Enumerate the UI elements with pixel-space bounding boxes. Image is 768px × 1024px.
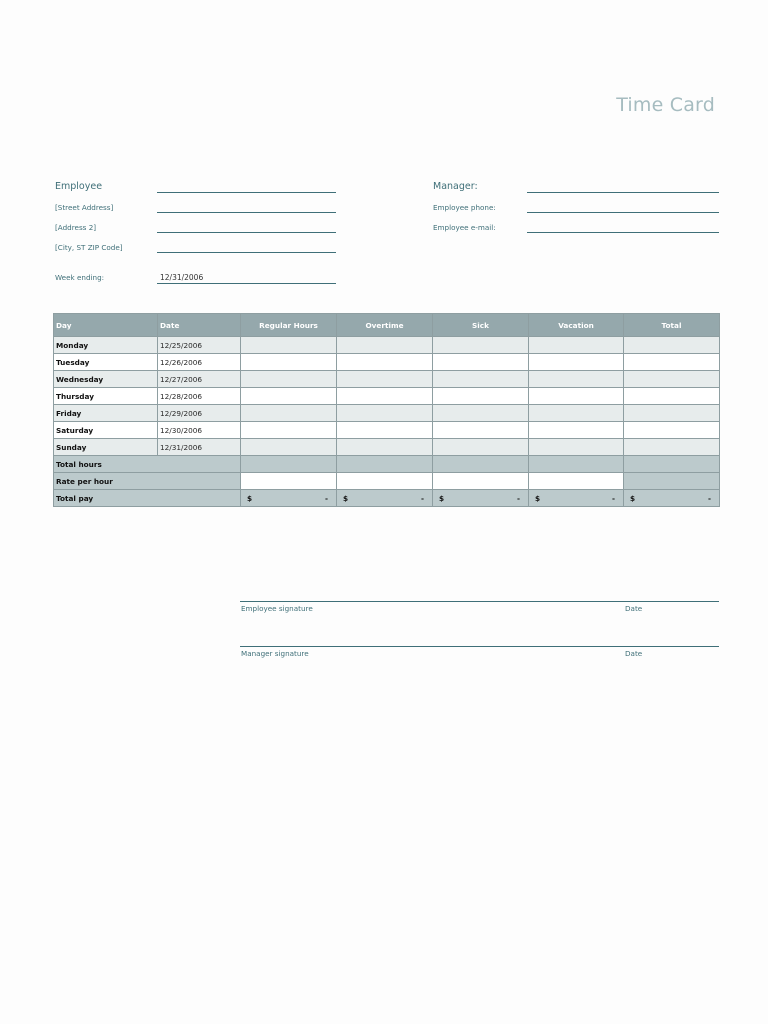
day-cell: Sunday (54, 439, 158, 456)
vacation-cell[interactable] (529, 371, 624, 388)
total-hours-label: Total hours (54, 456, 241, 473)
vacation-cell[interactable] (529, 439, 624, 456)
pay-amount: - (611, 493, 615, 503)
total-regular-hours (241, 456, 337, 473)
rate-regular-input[interactable] (241, 473, 337, 490)
header-day: Day (54, 314, 158, 337)
total-cell (624, 388, 720, 405)
total-hours-row (54, 456, 720, 473)
sick-cell[interactable] (433, 337, 529, 354)
header-overtime: Overtime (337, 314, 433, 337)
employee-signature-line[interactable] (240, 601, 719, 602)
sick-cell[interactable] (433, 388, 529, 405)
currency-symbol: $ (439, 493, 445, 503)
sick-cell[interactable] (433, 354, 529, 371)
employee-field[interactable] (157, 192, 336, 193)
regular-hours-cell[interactable] (241, 422, 337, 439)
page-title: Time Card (616, 94, 715, 116)
address2-label: [Address 2] (55, 223, 97, 232)
rate-overtime-input[interactable] (337, 473, 433, 490)
week-ending-label: Week ending: (55, 273, 105, 282)
total-cell (624, 354, 720, 371)
rate-vacation-input[interactable] (529, 473, 624, 490)
vacation-cell[interactable] (529, 354, 624, 371)
total-pay-row (54, 490, 720, 507)
total-pay-label: Total pay (54, 490, 241, 507)
rate-sick-input[interactable] (433, 473, 529, 490)
sick-cell[interactable] (433, 422, 529, 439)
total-cell (624, 337, 720, 354)
week-ending-field[interactable] (157, 283, 336, 284)
total-cell (624, 371, 720, 388)
pay-amount: - (707, 493, 711, 503)
day-cell: Thursday (54, 388, 158, 405)
manager-signature-label: Manager signature (241, 649, 309, 658)
regular-hours-cell[interactable] (241, 439, 337, 456)
total-cell (624, 422, 720, 439)
day-cell: Wednesday (54, 371, 158, 388)
manager-signature-date-label: Date (625, 649, 643, 658)
employee-email-label: Employee e-mail: (433, 223, 496, 232)
total-overtime (337, 456, 433, 473)
currency-symbol: $ (535, 493, 541, 503)
pay-amount: - (324, 493, 328, 503)
employee-phone-field[interactable] (527, 212, 719, 213)
employee-phone-label: Employee phone: (433, 203, 496, 212)
pay-overtime (337, 490, 433, 507)
header-vacation: Vacation (529, 314, 624, 337)
day-cell: Tuesday (54, 354, 158, 371)
total-total (624, 456, 720, 473)
manager-signature-line[interactable] (240, 646, 719, 647)
overtime-cell[interactable] (337, 354, 433, 371)
pay-regular (241, 490, 337, 507)
employee-label: Employee (55, 181, 103, 192)
table-header-row (54, 314, 720, 337)
address2-field[interactable] (157, 232, 336, 233)
currency-symbol: $ (630, 493, 636, 503)
regular-hours-cell[interactable] (241, 354, 337, 371)
day-cell: Monday (54, 337, 158, 354)
date-cell: 12/27/2006 (158, 371, 241, 388)
regular-hours-cell[interactable] (241, 388, 337, 405)
vacation-cell[interactable] (529, 422, 624, 439)
sick-cell[interactable] (433, 439, 529, 456)
street-address-label: [Street Address] (55, 203, 114, 212)
date-cell: 12/31/2006 (158, 439, 241, 456)
overtime-cell[interactable] (337, 337, 433, 354)
table-row (54, 439, 720, 456)
sick-cell[interactable] (433, 371, 529, 388)
date-cell: 12/28/2006 (158, 388, 241, 405)
week-ending-value[interactable]: 12/31/2006 (160, 273, 204, 282)
employee-signature-date-label: Date (625, 604, 643, 613)
city-label: [City, ST ZIP Code] (55, 243, 123, 252)
manager-field[interactable] (527, 192, 719, 193)
header-date: Date (158, 314, 241, 337)
table-row (54, 422, 720, 439)
employee-signature-label: Employee signature (241, 604, 313, 613)
rate-total (624, 473, 720, 490)
table-row (54, 354, 720, 371)
total-sick (433, 456, 529, 473)
time-card-table (53, 313, 720, 507)
city-field[interactable] (157, 252, 336, 253)
pay-total (624, 490, 720, 507)
pay-sick (433, 490, 529, 507)
vacation-cell[interactable] (529, 388, 624, 405)
header-regular-hours: Regular Hours (241, 314, 337, 337)
rate-per-hour-row (54, 473, 720, 490)
table-row (54, 388, 720, 405)
employee-email-field[interactable] (527, 232, 719, 233)
overtime-cell[interactable] (337, 439, 433, 456)
day-cell: Friday (54, 405, 158, 422)
currency-symbol: $ (247, 493, 253, 503)
header-sick: Sick (433, 314, 529, 337)
table-row (54, 337, 720, 354)
overtime-cell[interactable] (337, 405, 433, 422)
total-vacation (529, 456, 624, 473)
overtime-cell[interactable] (337, 422, 433, 439)
total-cell (624, 405, 720, 422)
regular-hours-cell[interactable] (241, 405, 337, 422)
day-cell: Saturday (54, 422, 158, 439)
currency-symbol: $ (343, 493, 349, 503)
pay-vacation (529, 490, 624, 507)
overtime-cell[interactable] (337, 371, 433, 388)
pay-amount: - (516, 493, 520, 503)
date-cell: 12/25/2006 (158, 337, 241, 354)
vacation-cell[interactable] (529, 405, 624, 422)
overtime-cell[interactable] (337, 388, 433, 405)
table-row (54, 371, 720, 388)
sick-cell[interactable] (433, 405, 529, 422)
street-address-field[interactable] (157, 212, 336, 213)
date-cell: 12/30/2006 (158, 422, 241, 439)
pay-amount: - (420, 493, 424, 503)
header-total: Total (624, 314, 720, 337)
regular-hours-cell[interactable] (241, 371, 337, 388)
manager-label: Manager: (433, 181, 478, 192)
date-cell: 12/26/2006 (158, 354, 241, 371)
regular-hours-cell[interactable] (241, 337, 337, 354)
rate-per-hour-label: Rate per hour (54, 473, 241, 490)
date-cell: 12/29/2006 (158, 405, 241, 422)
table-row (54, 405, 720, 422)
vacation-cell[interactable] (529, 337, 624, 354)
total-cell (624, 439, 720, 456)
